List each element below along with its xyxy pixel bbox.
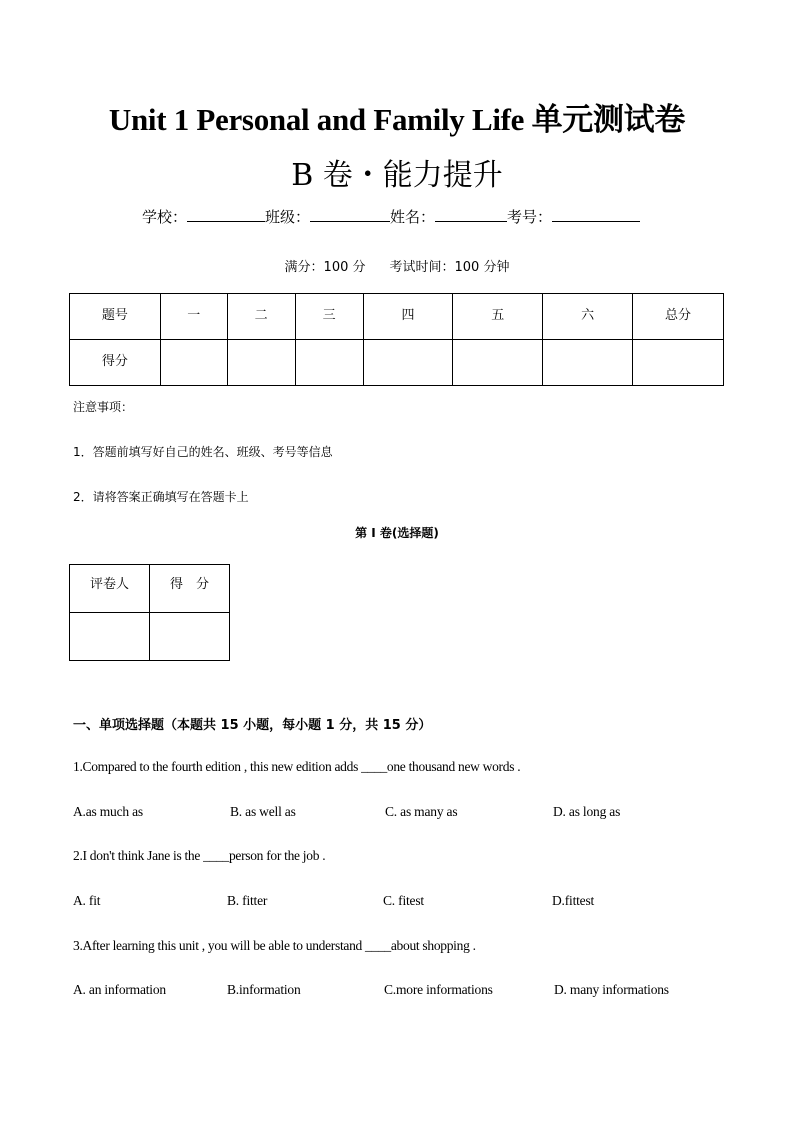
note-item: 1．答题前填写好自己的姓名、班级、考号等信息 [73,445,333,459]
grader-score-label: 得 分 [150,565,230,613]
score-input-cell[interactable] [295,340,363,386]
question-stem: 2.I don't think Jane is the ____person for the job . [73,848,326,863]
score-header-cell: 二 [227,294,295,340]
score-header-cell: 四 [363,294,453,340]
option-c[interactable]: C. fitest [383,893,424,908]
score-header-cell: 一 [160,294,227,340]
class-label: 班级： [265,208,311,226]
name-blank[interactable] [435,207,507,222]
exam-no-label: 考号： [507,208,553,226]
exam-title: Unit 1 Personal and Family Life 单元测试卷 [108,102,686,137]
option-d[interactable]: D. as long as [553,804,621,819]
grader-input-cell[interactable] [70,613,150,661]
score-table-score-row [70,340,724,386]
grader-label: 评卷人 [70,565,150,613]
part-one-label: 第 I 卷(选择题) [355,526,439,540]
section-heading: 一、单项选择题（本题共 15 小题，每小题 1 分，共 15 分） [73,718,432,733]
score-input-cell[interactable] [160,340,227,386]
school-label: 学校： [142,208,188,226]
question-stem: 3.After learning this unit , you will be able to understand ____about shopping . [73,938,476,953]
option-b[interactable]: B.information [227,982,301,997]
score-header-cell: 五 [453,294,543,340]
exam-meta [0,256,794,275]
score-table-header-row [70,294,724,340]
option-c[interactable]: C. as many as [385,804,458,819]
score-header-cell: 总分 [633,294,724,340]
exam-subtitle: B 卷・能力提升 [291,158,503,193]
option-b[interactable]: B. as well as [230,804,296,819]
grader-table [69,564,230,661]
full-score: 满分：100 分 [284,260,366,275]
score-input-cell[interactable] [633,340,724,386]
score-table [69,293,724,386]
option-a[interactable]: A. an information [73,982,166,997]
score-input-cell[interactable] [363,340,453,386]
exam-no-blank[interactable] [552,207,640,222]
grader-score-input-cell[interactable] [150,613,230,661]
option-a[interactable]: A. fit [73,893,101,908]
question-stem: 1.Compared to the fourth edition , this new edition adds ____one thousand new words . [73,759,521,774]
note-item: 2．请将答案正确填写在答题卡上 [73,490,249,504]
exam-time: 考试时间：100 分钟 [389,260,510,275]
option-d[interactable]: D.fittest [552,893,595,908]
score-header-cell: 六 [543,294,633,340]
option-d[interactable]: D. many informations [554,982,669,997]
score-header-cell: 题号 [70,294,161,340]
class-blank[interactable] [310,207,390,222]
school-blank[interactable] [187,207,265,222]
score-input-cell[interactable] [227,340,295,386]
score-input-cell[interactable] [453,340,543,386]
name-label: 姓名： [390,208,436,226]
score-row-label: 得分 [70,340,161,386]
option-a[interactable]: A.as much as [73,804,143,819]
option-b[interactable]: B. fitter [227,893,268,908]
score-input-cell[interactable] [543,340,633,386]
option-c[interactable]: C.more informations [384,982,493,997]
student-info-line [142,206,640,227]
notes-heading: 注意事项： [73,400,134,414]
score-header-cell: 三 [295,294,363,340]
